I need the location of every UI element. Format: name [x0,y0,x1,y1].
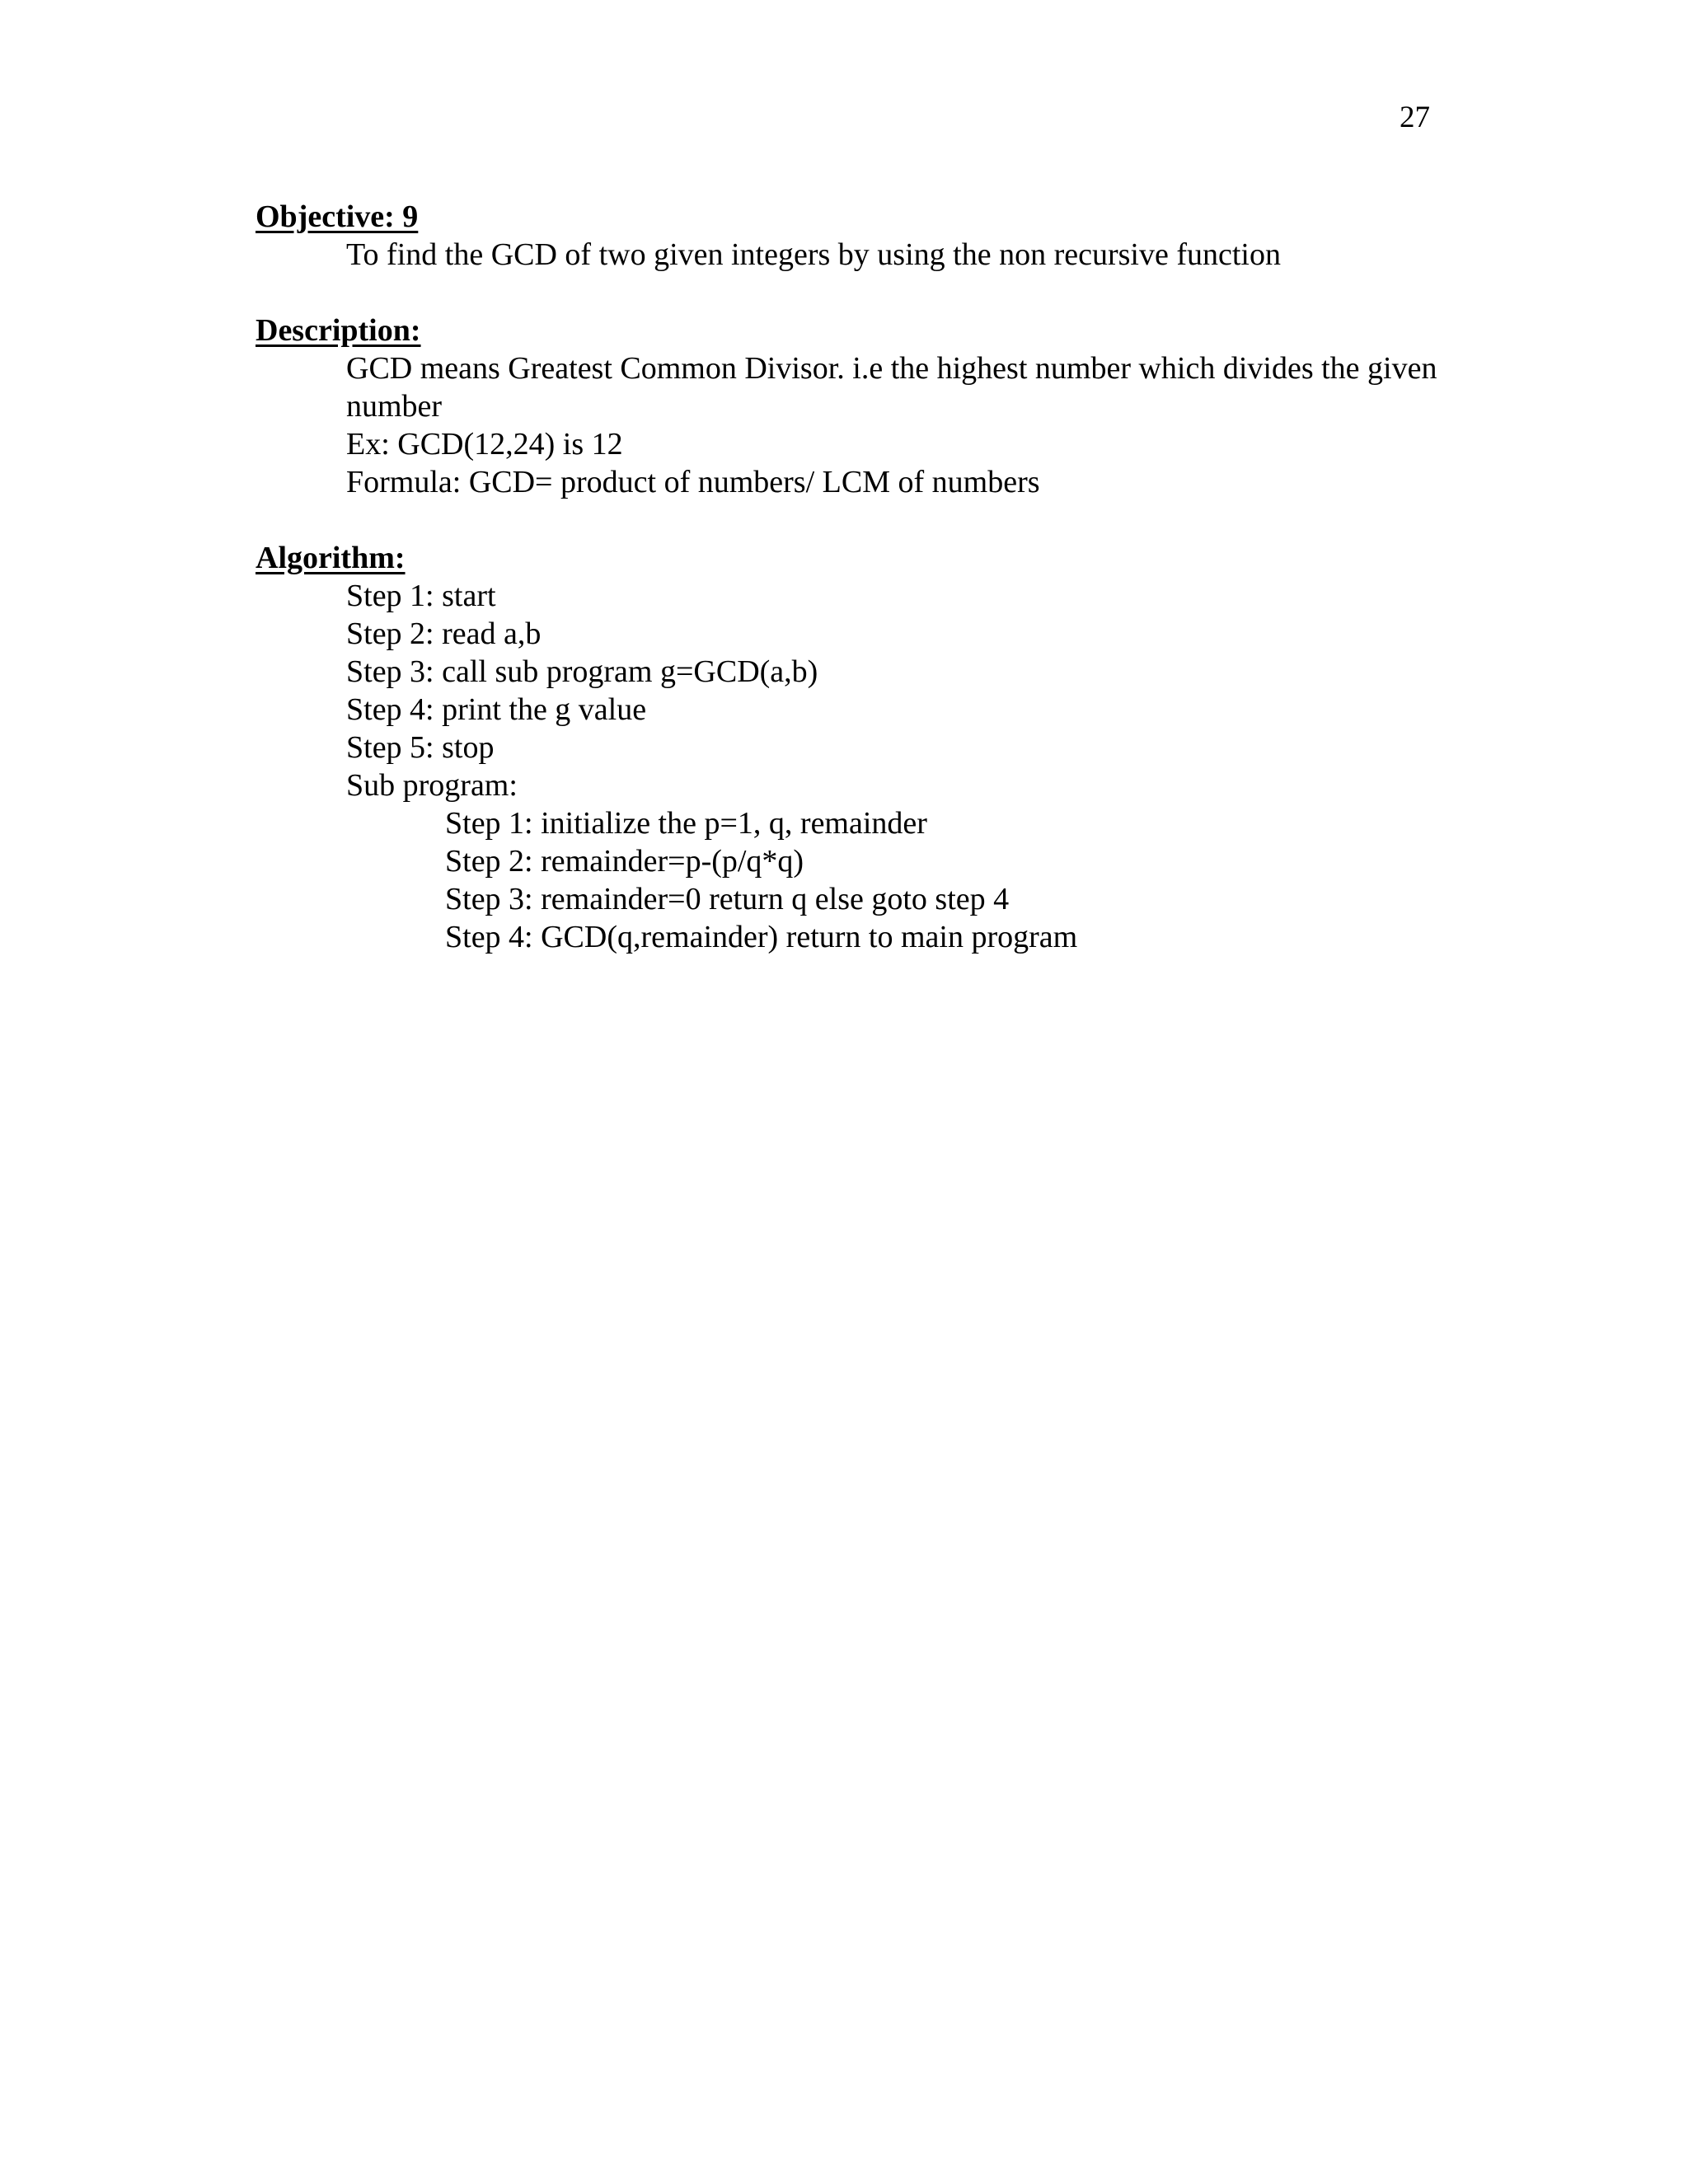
description-formula: Formula: GCD= product of numbers/ LCM of numbers [346,465,1040,499]
description-section [256,312,1459,501]
algorithm-step: Step 4: print the g value [346,692,647,727]
document-body [256,198,1459,956]
algorithm-step: Step 1: start [346,579,496,613]
sub-program-label: Sub program: [346,768,518,803]
objective-section [256,198,1459,274]
page-number: 27 [1400,101,1430,134]
algorithm-step: Step 3: call sub program g=GCD(a,b) [346,654,818,689]
algorithm-section [256,539,1459,956]
description-example: Ex: GCD(12,24) is 12 [346,427,623,462]
objective-heading: Objective: 9 [256,199,419,234]
algorithm-step: Step 2: read a,b [346,616,542,651]
section-spacer [256,274,1459,312]
sub-program-step: Step 2: remainder=p-(p/q*q) [445,844,804,879]
algorithm-heading: Algorithm: [256,541,406,575]
description-paragraph: GCD means Greatest Common Divisor. i.e the highest number which divides the given number [346,351,1437,424]
sub-program-step: Step 4: GCD(q,remainder) return to main program [445,920,1078,954]
description-heading: Description: [256,313,421,348]
section-spacer [256,501,1459,539]
algorithm-step: Step 5: stop [346,730,495,765]
objective-text: To find the GCD of two given integers by using the non recursive function [346,237,1281,272]
sub-program-step: Step 3: remainder=0 return q else goto step 4 [445,882,1010,916]
sub-program-step: Step 1: initialize the p=1, q, remainder [445,806,927,841]
